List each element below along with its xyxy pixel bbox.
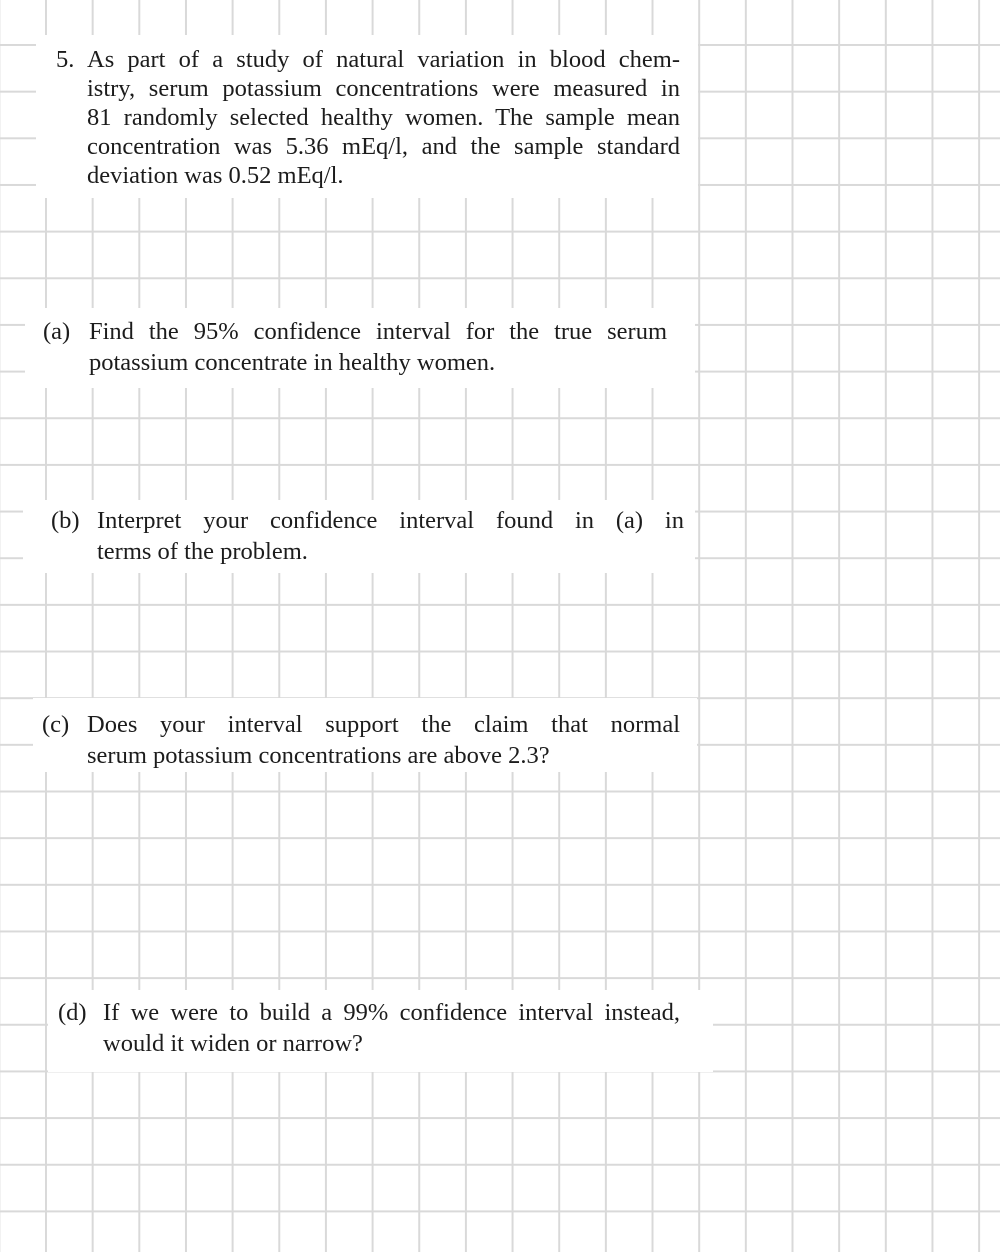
part-c-line: Does your interval support the claim that normal (87, 711, 680, 738)
part-b-line: terms of the problem. (97, 538, 308, 565)
problem-text (87, 45, 680, 190)
problem-line: concentration was 5.36 mEq/l, and the sample standard (87, 133, 680, 160)
part-a (43, 316, 667, 378)
problem-line: istry, serum potassium concentrations were measured in (87, 75, 680, 102)
problem-line: As part of a study of natural variation in blood chem- (87, 46, 680, 73)
part-d (58, 997, 680, 1059)
part-c-text (87, 709, 680, 771)
problem-line: 81 randomly selected healthy women. The sample mean (87, 104, 680, 131)
part-c (42, 709, 680, 771)
part-b (51, 505, 684, 567)
part-d-line: would it widen or narrow? (103, 1030, 363, 1057)
part-a-line: potassium concentrate in healthy women. (89, 349, 496, 376)
part-b-line: Interpret your confidence interval found in (a) in (97, 507, 684, 534)
problem-statement (56, 45, 680, 190)
part-b-label: (b) (51, 507, 80, 534)
problem-number: 5. (56, 46, 75, 73)
part-d-line: If we were to build a 99% confidence interval instead, (103, 999, 680, 1026)
problem-line: deviation was 0.52 mEq/l. (87, 162, 344, 189)
part-d-label: (d) (58, 999, 87, 1026)
part-b-text (97, 505, 684, 567)
part-a-label: (a) (43, 318, 71, 345)
part-a-line: Find the 95% confidence interval for the true serum (89, 318, 667, 345)
part-d-text (103, 997, 680, 1059)
part-a-text (89, 316, 667, 378)
part-c-line: serum potassium concentrations are above 2.3? (87, 742, 550, 769)
part-c-label: (c) (42, 711, 70, 738)
